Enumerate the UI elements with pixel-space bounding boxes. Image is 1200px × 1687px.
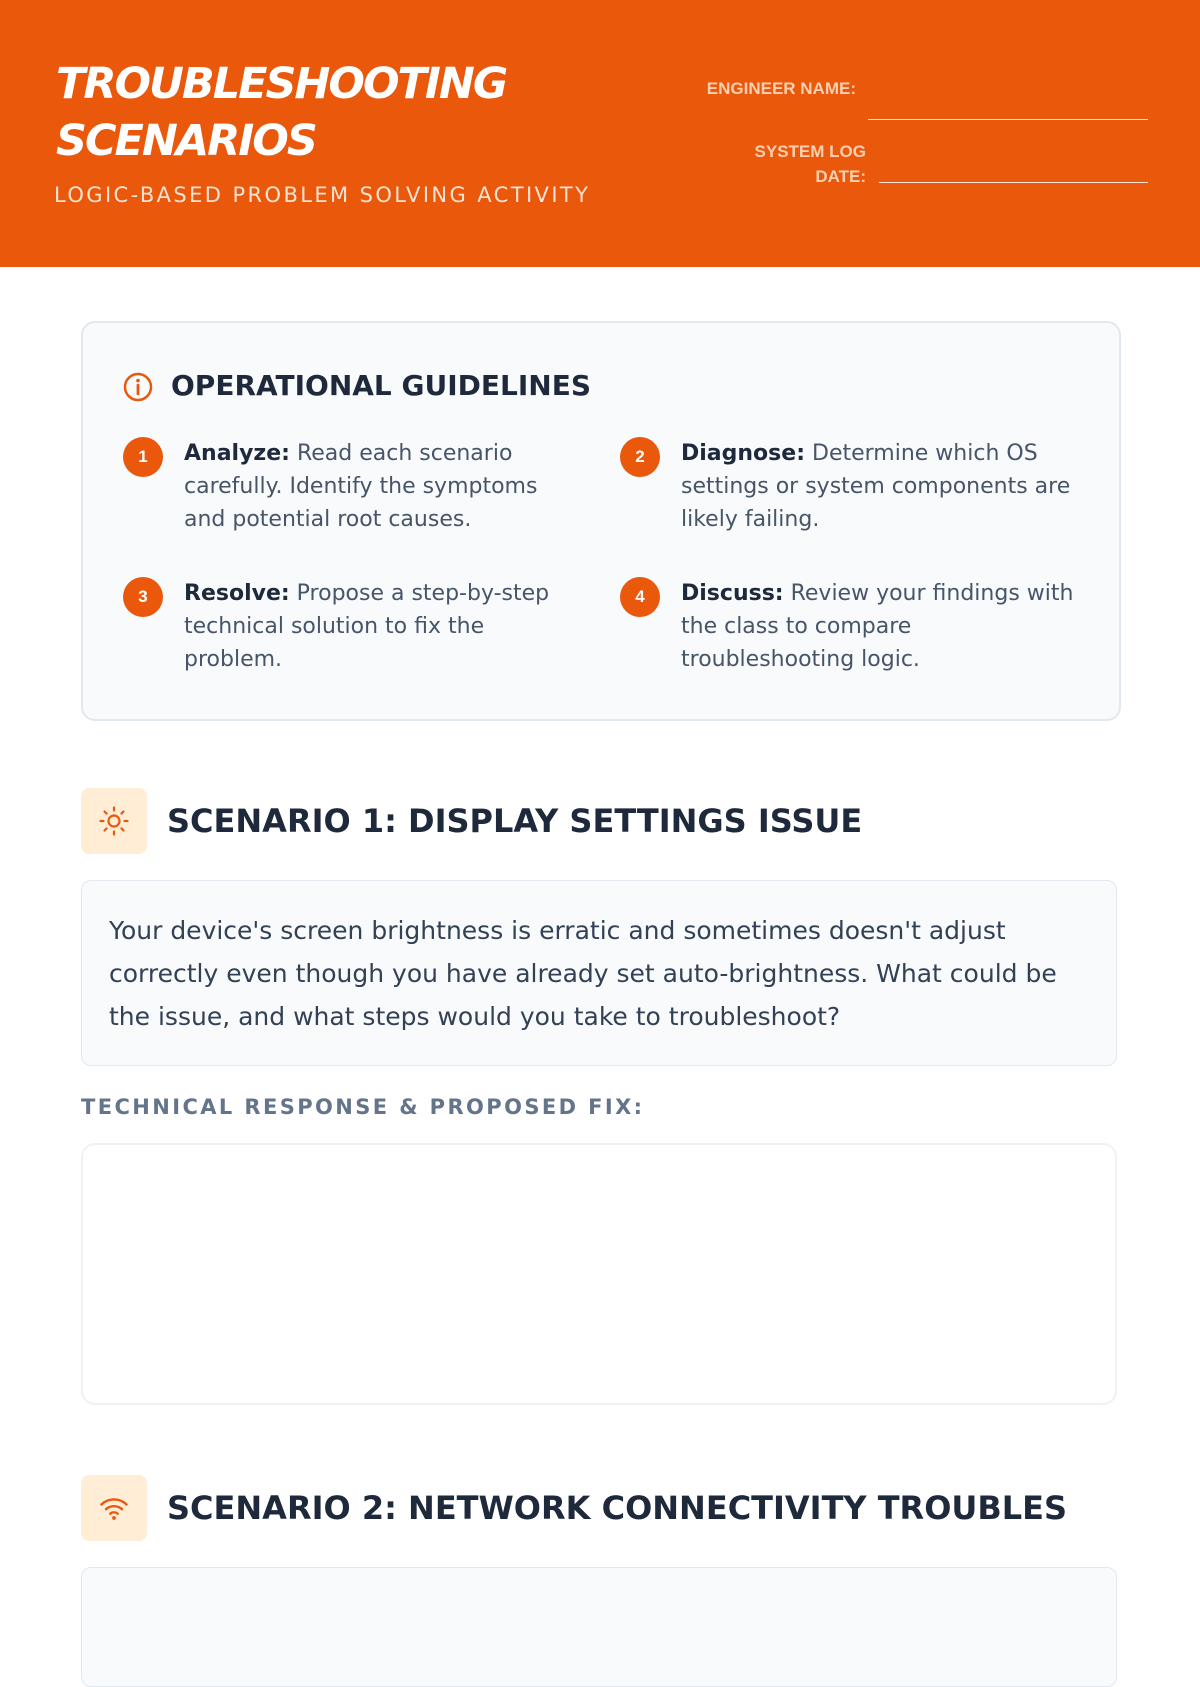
guideline-step-diagnose (681, 437, 1081, 536)
step-description: Determine which OS settings or system components are likely failing. (681, 441, 1071, 532)
system-log-date-label: SYSTEM LOG DATE: (754, 142, 866, 186)
page-subtitle: LOGIC-BASED PROBLEM SOLVING ACTIVITY (54, 183, 591, 207)
guideline-step-analyze (184, 437, 584, 536)
scenario-1-description: Your device's screen brightness is erratic and sometimes doesn't adjust correctly even though you have already set auto-brightness. What could be the issue, and what steps would you take to troubleshoot? (109, 916, 1057, 1031)
engineer-name-label: ENGINEER NAME: (706, 79, 856, 98)
step-description: Propose a step-by-step technical solution to fix the problem. (184, 581, 550, 672)
scenario-2-icon-badge (81, 1475, 147, 1541)
response-label: TECHNICAL RESPONSE & PROPOSED FIX: (81, 1095, 645, 1119)
info-icon (122, 371, 154, 403)
engineer-name-field[interactable] (868, 119, 1148, 120)
scenario-2-description-box (81, 1567, 1117, 1687)
sun-icon (98, 805, 130, 837)
step-term: Analyze: (184, 441, 290, 466)
step-description: Review your findings with the class to compare troubleshooting logic. (681, 581, 1074, 672)
guideline-step-discuss (681, 577, 1081, 676)
step-term: Diagnose: (681, 441, 805, 466)
guideline-step-resolve (184, 577, 584, 676)
step-number-badge: 1 (123, 437, 163, 477)
scenario-1-title: SCENARIO 1: DISPLAY SETTINGS ISSUE (167, 802, 863, 840)
scenario-2-title: SCENARIO 2: NETWORK CONNECTIVITY TROUBLES (167, 1489, 1068, 1527)
page-header (0, 0, 1200, 267)
page-title: TROUBLESHOOTING SCENARIOS (56, 59, 507, 166)
step-number-badge: 4 (620, 577, 660, 617)
step-number-badge: 2 (620, 437, 660, 477)
step-description: Read each scenario carefully. Identify the symptoms and potential root causes. (184, 441, 538, 532)
wifi-icon (98, 1492, 130, 1524)
system-log-date-field[interactable] (879, 182, 1148, 183)
step-number-badge: 3 (123, 577, 163, 617)
step-term: Resolve: (184, 581, 290, 606)
step-term: Discuss: (681, 581, 784, 606)
guidelines-title: OPERATIONAL GUIDELINES (171, 369, 592, 402)
scenario-1-icon-badge (81, 788, 147, 854)
response-input[interactable] (81, 1143, 1117, 1405)
